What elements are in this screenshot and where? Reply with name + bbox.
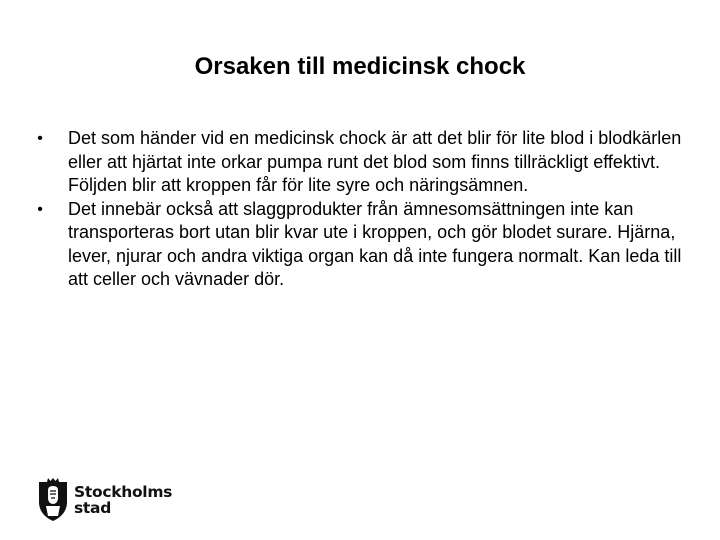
bullet-marker: • xyxy=(37,200,43,218)
bullet-item xyxy=(32,198,692,292)
bullet-list xyxy=(32,127,692,292)
logo-wordmark xyxy=(74,484,172,516)
slide-title: Orsaken till medicinsk chock xyxy=(194,53,526,80)
bullet-marker: • xyxy=(37,130,43,147)
logo-line-1: Stockholms xyxy=(74,483,173,501)
stockholm-crest-icon xyxy=(38,478,68,522)
stockholms-stad-logo xyxy=(38,478,178,522)
logo-line-2: stad xyxy=(74,499,111,517)
bullet-text: Det innebär också att slaggprodukter från ämnesomsättningen inte kan transporteras bort utan blir kvar ute i kroppen, och gör blodet surare. Hjärna, lever, njurar och andra viktiga organ kan då inte fungera normalt. Kan leda till att celler och vävnader dör. xyxy=(68,198,682,289)
bullet-item xyxy=(32,127,692,198)
bullet-text: Det som händer vid en medicinsk chock är att det blir för lite blod i blodkärlen eller att hjärtat inte orkar pumpa runt det blod som finns tillräckligt effektivt. Följden blir att kroppen får för lite syre och näringsämnen. xyxy=(68,128,682,195)
